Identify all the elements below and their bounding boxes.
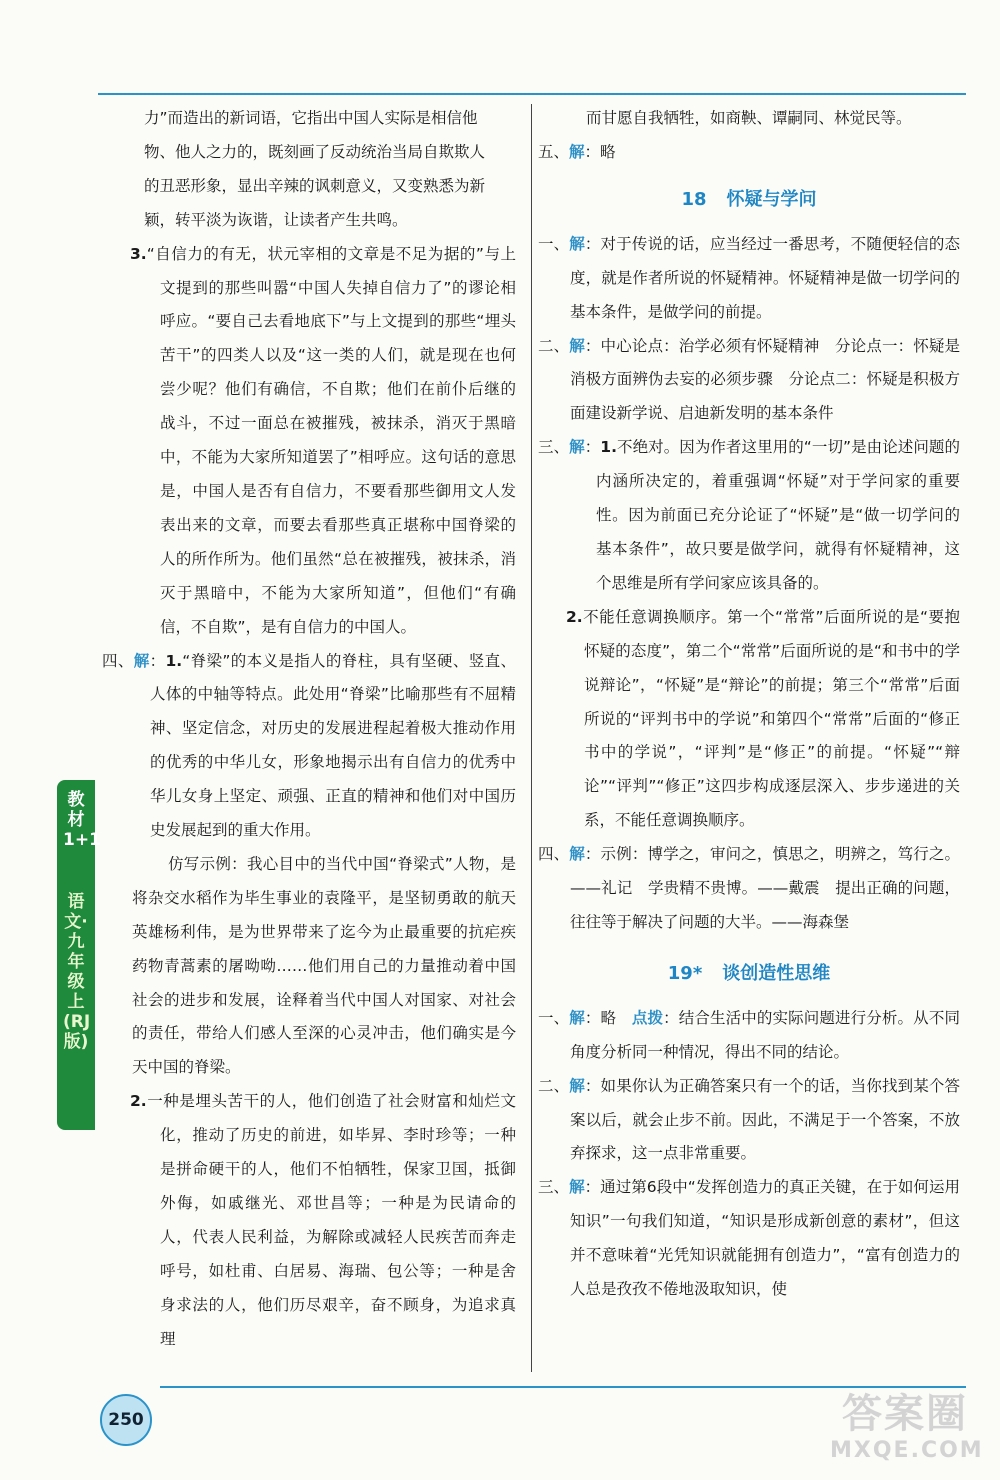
section-text: ：中心论点：治学必须有怀疑精神 分论点一：怀疑是消极方面辨伪去妄的必须步骤 分论点二：怀疑是积极方面建设新学说、启迪新发明的基本条件	[570, 336, 960, 423]
answer-keyword: 解	[569, 845, 585, 864]
item-text: “自信力的有无，状元宰相的文章是不足为据的”与上文提到的那些叫嚣“中国人失掉自信力了”的谬论相呼应。“要自己去看地底下”与上文提到的那些“埋头苦干”的四类人以及“这一类的人们，就是现在也何尝少呢？他们有确信，不自欺；他们在前仆后继的战斗，不过一面总在被摧残，被抹杀，消灭于黑暗中，不能为大家所知道罢了”相呼应。这句话的意思是，中国人是否有自信力，不要看那些御用文人发表出来的文章，而要去看那些真正堪称中国脊梁的人的所作所为。他们虽然“总在被摧残，被抹杀，消灭于黑暗中，不能为大家所知道”，但他们“有确信，不自欺”，是有自信力的中国人。	[146, 244, 516, 636]
lesson-18-title	[538, 184, 960, 216]
item-number: 1.	[600, 438, 617, 457]
lesson-title: 怀疑与学问	[726, 188, 817, 210]
answer-keyword: 解	[569, 1076, 585, 1095]
left-column	[102, 102, 516, 1357]
section-4-item-2	[108, 1085, 516, 1356]
section-text: ：略	[584, 142, 616, 161]
answer-keyword: 解	[133, 651, 150, 670]
item-number: 2.	[566, 607, 583, 626]
section-label: 二、	[538, 1076, 570, 1095]
text-line: 物、他人之力的，既刻画了反动统治当局自欺欺人	[144, 142, 486, 161]
section-text: ：如果你认为正确答案只有一个的话，当你找到某个答案以后，就会止步不前。因此，不满足于一个答案，不放弃探求，这一点非常重要。	[570, 1076, 960, 1163]
l18-section-1	[538, 228, 960, 330]
watermark-logo	[830, 1390, 984, 1470]
item-number: 2.	[130, 1092, 147, 1111]
lesson-number: 18	[681, 188, 707, 210]
tip-keyword: 点拨	[631, 1008, 664, 1027]
answer-keyword: 解	[569, 336, 585, 355]
section-label: 四、	[102, 651, 134, 670]
section-label: 一、	[538, 1008, 570, 1027]
right-column	[538, 102, 960, 1307]
l19-section-1	[538, 1002, 960, 1070]
column-divider	[531, 104, 532, 1372]
text-line: 的丑恶形象，显出辛辣的讽刺意义，又变熟悉为新	[144, 176, 486, 195]
item-text: 一种是埋头苦干的人，他们创造了社会财富和灿烂文化，推动了历史的前进，如毕昇、李时珍等；一种是拼命硬干的人，他们不怕牺牲，保家卫国，抵御外侮，如戚继光、邓世昌等；一种是为民请命的人，代表人民利益，为解除或减轻人民疾苦而奔走呼号，如杜甫、白居易、海瑞、包公等；一种是舍身求法的人，他们历尽艰辛，奋不顾身，为追求真理	[146, 1092, 516, 1348]
l18-section-3-item-2	[538, 601, 960, 838]
l18-section-2	[538, 330, 960, 432]
section-text: ：示例：博学之，审问之，慎思之，明辨之，笃行之。——礼记 学贵精不贵博。——戴震 提出正确的问题，往往等于解决了问题的大半。——海森堡	[570, 845, 960, 931]
section-label: 四、	[538, 845, 570, 864]
answer-keyword: 解	[569, 1178, 585, 1197]
answer-keyword: 解	[569, 234, 585, 253]
watermark-line: 答案圈	[842, 1391, 968, 1437]
top-rule	[98, 93, 966, 95]
answer-item-3	[108, 238, 516, 645]
section-text: ：通过第6段中“发挥创造力的真正关键，在于如何运用知识”一句我们知道，“知识是形成新创意的素材”，但这并不意味着“光凭知识就能拥有创造力”，“富有创造力的人总是孜孜不倦地汲取知识，使	[570, 1178, 960, 1299]
section-label: 五、	[538, 142, 570, 161]
watermark-line: MXQE.COM	[830, 1438, 984, 1463]
book-series-label: 教材1+1	[63, 790, 101, 850]
subject-label: 语文·九年级上(RJ版)	[63, 892, 91, 1052]
section-4-item-1	[90, 645, 516, 848]
answer-keyword: 解	[569, 438, 585, 457]
lesson-19-title	[538, 958, 960, 990]
section-text: ：略	[584, 1008, 632, 1027]
bottom-rule	[160, 1386, 966, 1388]
item-text: “脊梁”的本义是指人的脊柱，具有坚硬、竖直、人体的中轴等特点。此处用“脊梁”比喻那些有不屈精神、坚定信念，对历史的发展进程起着极大推动作用的优秀的中华儿女，形象地揭示出有自信力的优秀中华儿女身上坚定、顽强、正直的精神和他们对中国历史发展起到的重大作用。	[150, 651, 516, 840]
item-number: 1.	[165, 651, 183, 670]
l18-section-4	[538, 838, 960, 940]
text-line: 颖，转平淡为诙谐，让读者产生共鸣。	[144, 210, 408, 229]
sample-paragraph: 仿写示例：我心目中的当代中国“脊梁式”人物，是将杂交水稻作为毕生事业的袁隆平，是坚韧勇敢的航天英雄杨利伟，是为世界带来了迄今为止最重要的抗疟疾药物青蒿素的屠呦呦……他们用自己的力量推动着中国社会的进步和发展，诠释着当代中国人对国家、对社会的责任，带给人们感人至深的心灵冲击，他们确实是今天中国的脊梁。	[132, 854, 516, 1077]
lesson-title: 谈创造性思维	[722, 962, 831, 984]
l19-section-2	[538, 1070, 960, 1172]
side-tab	[57, 780, 101, 1130]
continuation-line: 而甘愿自我牺牲，如商鞅、谭嗣同、林觉民等。	[586, 109, 912, 127]
answer-keyword: 解	[569, 1008, 585, 1027]
tip-text: ：结合生活中的实际问题进行分析。从不同角度分析同一种情况，得出不同的结论。	[570, 1008, 960, 1061]
colon: ：	[149, 651, 166, 670]
item-number: 3.	[130, 244, 147, 263]
item-text: 不能任意调换顺序。第一个“常常”后面所说的是“要抱怀疑的态度”，第二个“常常”后面所说的是“和书中的学说辩论”，“怀疑”是“辩论”的前提；第三个“常常”后面所说的“评判书中的学说”和第四个“常常”后面的“修正书中的学说”，“评判”是“修正”的前提。“怀疑”“辩论”“评判”“修正”这四步构成逐层深入、步步递进的关系，不能任意调换顺序。	[582, 607, 960, 830]
section-label: 二、	[538, 336, 570, 355]
text-line: 力”而造出的新词语，它指出中国人实际是相信他	[144, 109, 478, 127]
section-label: 三、	[538, 438, 570, 457]
l19-section-3	[538, 1171, 960, 1307]
l18-section-3-item-1	[538, 431, 960, 601]
section-text: ：对于传说的话，应当经过一番思考，不随便轻信的态度，就是作者所说的怀疑精神。怀疑精神是做一切学问的基本条件，是做学问的前提。	[570, 234, 960, 321]
section-label: 一、	[538, 234, 570, 253]
section-5	[538, 136, 960, 170]
page-number: 250	[100, 1394, 152, 1446]
colon: ：	[584, 438, 601, 457]
item-text: 不绝对。因为作者这里用的“一切”是由论述问题的内涵所决定的，着重强调“怀疑”对于学问家的重要性。因为前面已充分论证了“怀疑”是“做一切学问的基本条件”，故只要是做学问，就得有怀疑精神，这个思维是所有学问家应该具备的。	[596, 438, 960, 592]
lesson-number: 19*	[667, 962, 703, 984]
section-label: 三、	[538, 1178, 570, 1197]
answer-keyword: 解	[569, 142, 585, 161]
